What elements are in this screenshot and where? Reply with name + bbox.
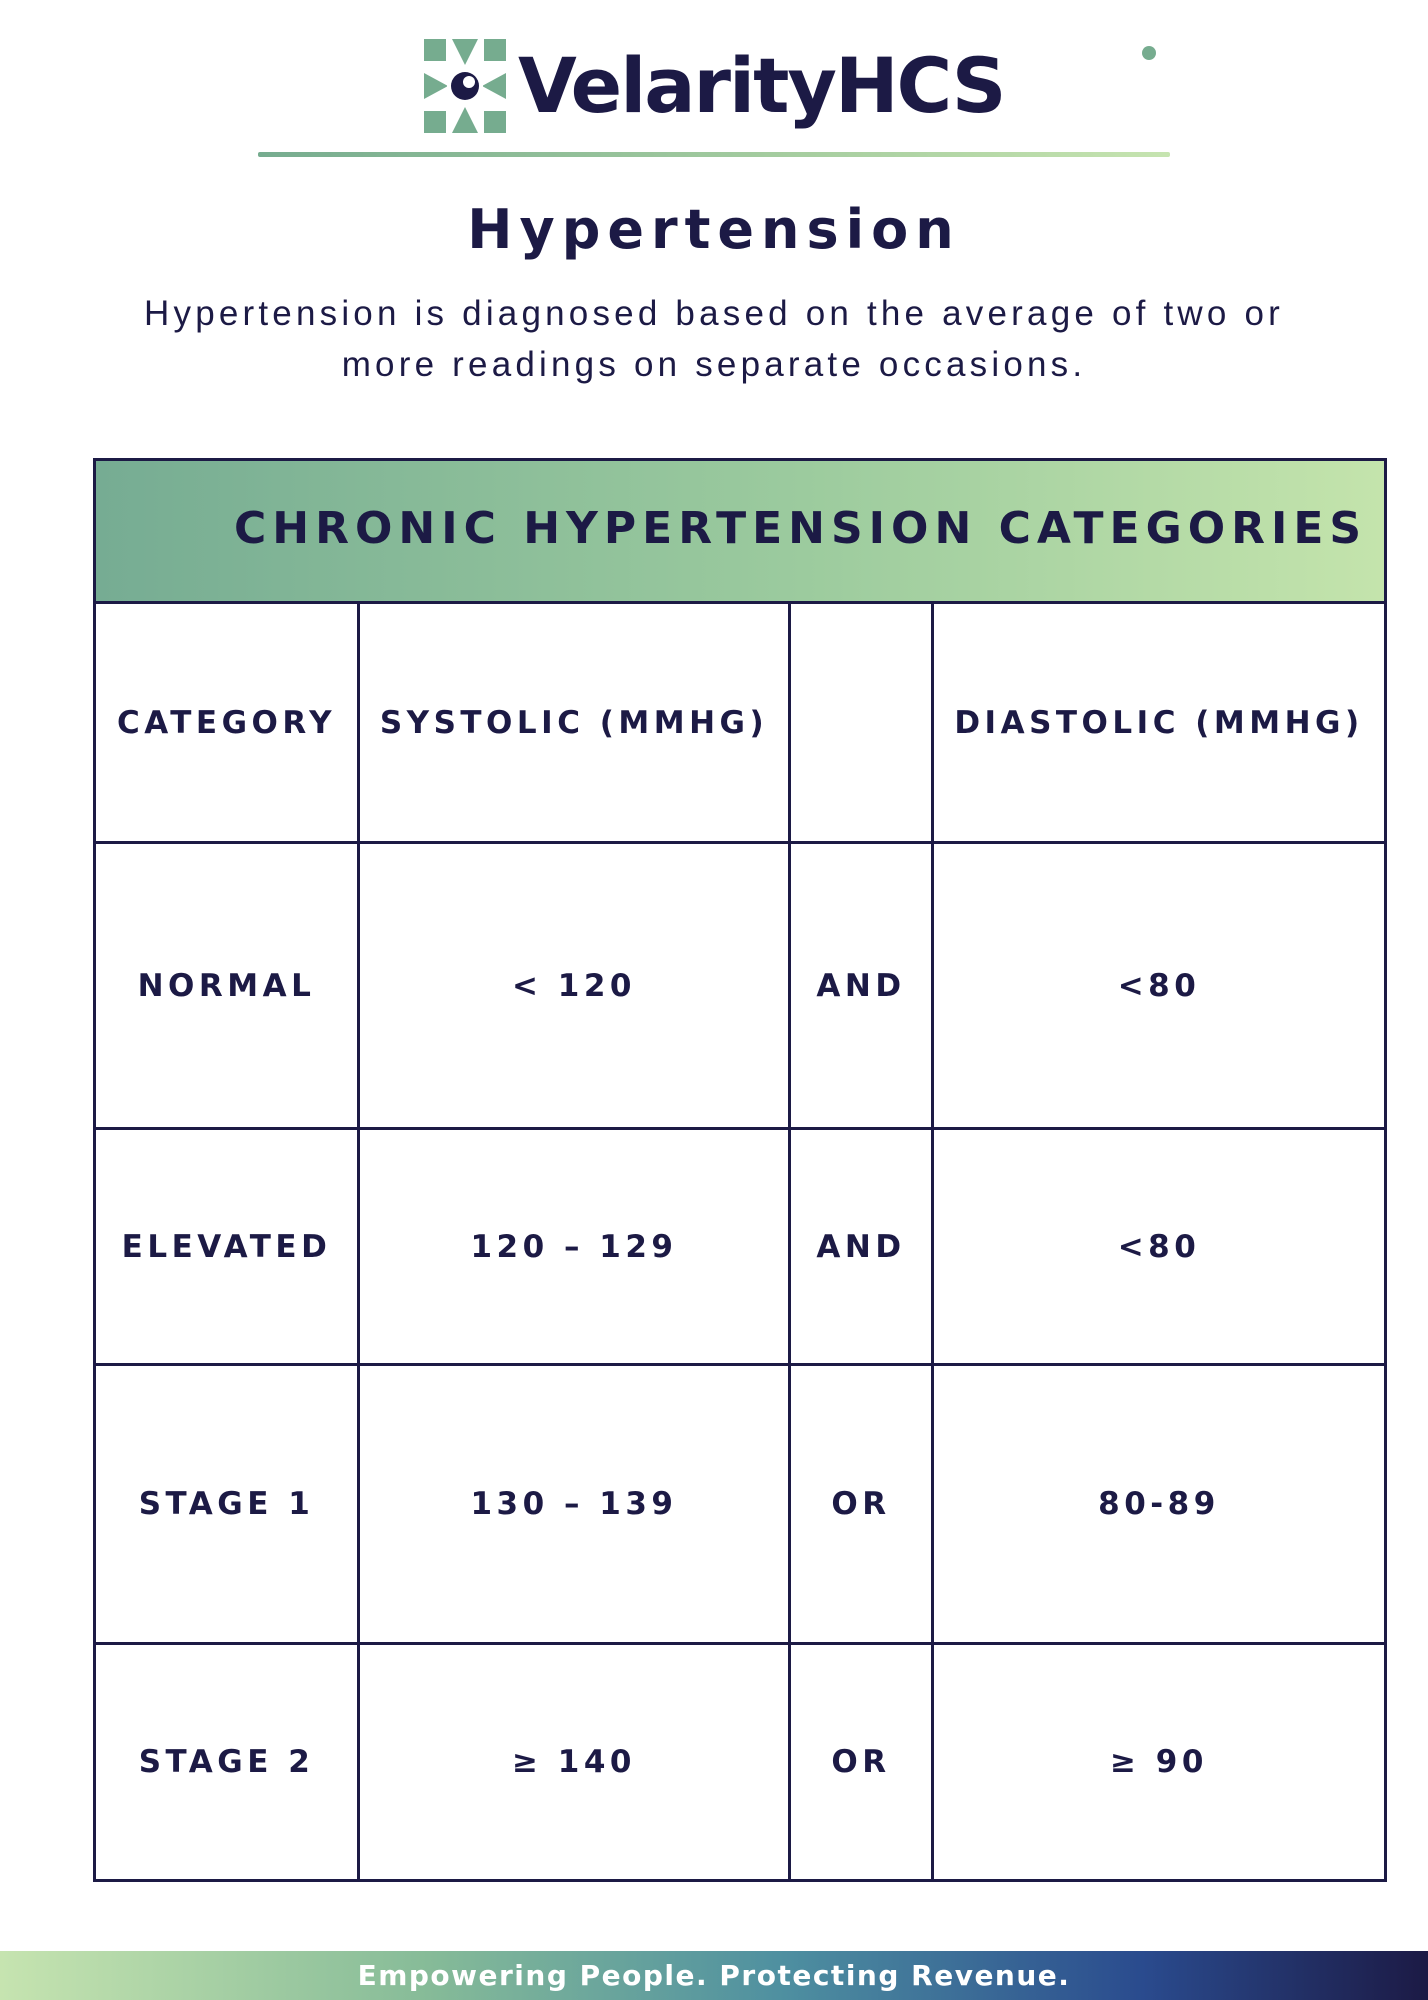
category-cell: NORMAL <box>96 844 360 1127</box>
page-title: Hypertension <box>467 198 961 261</box>
brand-name: VelarityHCS <box>518 41 1005 130</box>
footer-banner <box>0 1951 1428 2000</box>
conjunction-cell: AND <box>791 844 934 1127</box>
systolic-cell: ≥ 140 <box>360 1645 791 1879</box>
diastolic-cell: 80-89 <box>1098 1486 1220 1522</box>
column-header-conjunction <box>791 604 934 841</box>
table-row <box>96 844 1384 1130</box>
intro-text: Hypertension is diagnosed based on the average of two or more readings on separate occasions. <box>144 294 1284 384</box>
table-heading: CHRONIC HYPERTENSION CATEGORIES <box>234 503 1368 554</box>
conjunction-cell: AND <box>791 1130 934 1363</box>
table-heading-banner <box>96 461 1384 604</box>
brand-dot-accent <box>1142 46 1156 60</box>
header-divider <box>258 152 1170 157</box>
table-header-row <box>96 604 1384 844</box>
column-header-systolic: SYSTOLIC (MMHG) <box>360 604 791 841</box>
diastolic-cell: <80 <box>1117 1228 1201 1265</box>
table-row <box>96 1645 1384 1879</box>
category-cell: STAGE 2 <box>96 1645 360 1879</box>
footer-tagline: Empowering People. Protecting Revenue. <box>357 1959 1071 1992</box>
table-row <box>96 1366 1384 1645</box>
category-cell: ELEVATED <box>96 1130 360 1363</box>
starburst-eye-icon <box>424 39 506 133</box>
diastolic-cell: ≥ 90 <box>1110 1744 1208 1780</box>
column-header-diastolic: DIASTOLIC (MMHG) <box>954 704 1364 741</box>
conjunction-cell: OR <box>791 1645 934 1879</box>
diastolic-cell: <80 <box>1117 967 1201 1004</box>
category-cell: STAGE 1 <box>96 1366 360 1642</box>
systolic-cell: < 120 <box>360 844 791 1127</box>
systolic-cell: 130 – 139 <box>360 1366 791 1642</box>
column-header-category: CATEGORY <box>96 604 360 841</box>
table-row <box>96 1130 1384 1366</box>
brand-logo <box>424 36 1004 136</box>
systolic-cell: 120 – 129 <box>360 1130 791 1363</box>
conjunction-cell: OR <box>791 1366 934 1642</box>
hypertension-categories-table <box>93 458 1387 1882</box>
